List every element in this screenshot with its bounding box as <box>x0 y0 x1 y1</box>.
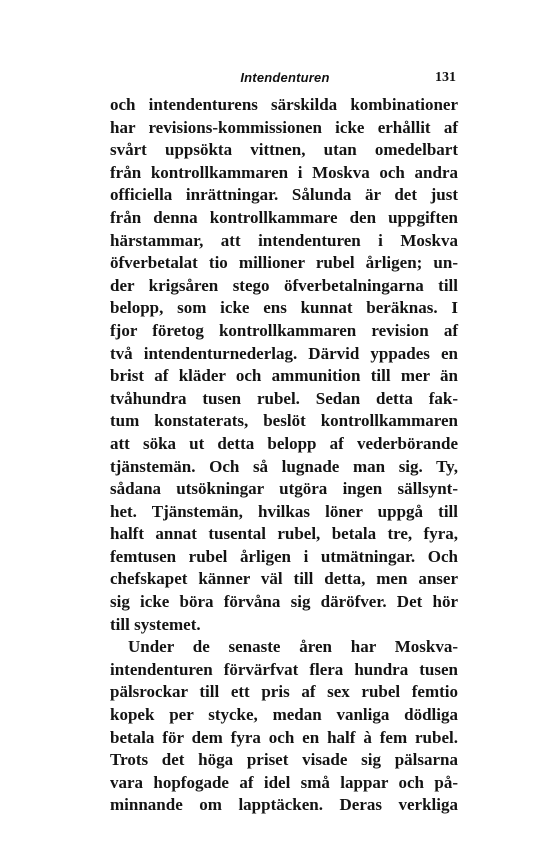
text-line: till systemet. <box>110 614 201 634</box>
text-line: tum konstaterats, beslöt kontrollkammaren <box>110 411 458 431</box>
page-number: 131 <box>435 70 456 85</box>
running-title: Intendenturen <box>240 70 330 85</box>
text-line: der krigsåren stego öfverbetalningarna till <box>110 275 458 295</box>
text-line: het. Tjänstemän, hvilkas löner uppgå till <box>110 501 458 521</box>
text-line: sådana utsökningar utgöra ingen sällsynt- <box>110 479 458 499</box>
text-line: från denna kontrollkammare den uppgiften <box>110 207 458 227</box>
text-line: svårt uppsökta vittnen, utan omedelbart <box>110 140 458 160</box>
text-line: att söka ut detta belopp af vederbörande <box>110 433 458 453</box>
text-line: tjänstemän. Och så lugnade man sig. Ty, <box>110 456 458 476</box>
text-line: intendenturen förvärfvat flera hundra tusen <box>110 659 458 679</box>
body-text <box>110 94 458 817</box>
text-line: officiella inrättningar. Sålunda är det just <box>110 185 458 205</box>
text-line: Under de senaste åren har Moskva- <box>128 637 458 657</box>
text-line: pälsrockar till ett pris af sex rubel femtio <box>110 682 458 702</box>
text-line: halft annat tusental rubel, betala tre, fyra, <box>110 524 458 544</box>
text-line: betala för dem fyra och en half à fem rubel. <box>110 727 458 747</box>
text-line: femtusen rubel årligen i utmätningar. Och <box>110 546 458 566</box>
text-line: vara hopfogade af idel små lappar och på- <box>110 772 458 792</box>
text-line: Trots det höga priset visade sig pälsarna <box>110 750 458 770</box>
text-line: kopek per stycke, medan vanliga dödliga <box>110 705 458 725</box>
text-line: fjor företog kontrollkammaren revision af <box>110 320 458 340</box>
text-line: chefskapet känner väl till detta, men anser <box>110 569 458 589</box>
text-line: och intendenturens särskilda kombinationer <box>110 95 458 114</box>
text-line: öfverbetalat tio millioner rubel årligen; un- <box>110 253 458 273</box>
text-line: härstammar, att intendenturen i Moskva <box>110 230 458 250</box>
text-line: tvåhundra tusen rubel. Sedan detta fak- <box>110 388 458 408</box>
text-line: sig icke böra förvåna sig däröfver. Det hör <box>110 592 458 612</box>
text-line: belopp, som icke ens kunnat beräknas. I <box>110 298 458 318</box>
text-line: minnande om lapptäcken. Deras verkliga <box>110 795 458 815</box>
text-line: från kontrollkammaren i Moskva och andra <box>110 162 458 182</box>
text-line: har revisions-kommissionen icke erhållit af <box>110 117 458 137</box>
running-head <box>112 70 458 90</box>
text-line: brist af kläder och ammunition till mer än <box>110 366 458 386</box>
text-line: två intendenturnederlag. Därvid yppades en <box>110 343 458 363</box>
